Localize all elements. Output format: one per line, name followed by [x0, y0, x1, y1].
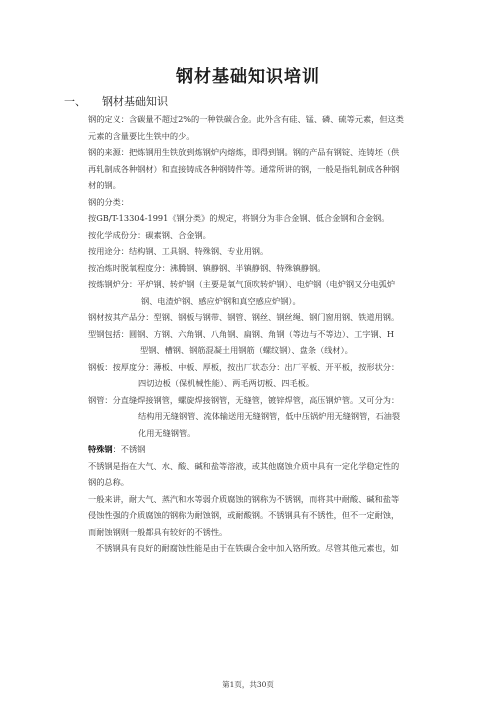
paragraph-line: 按炼钢炉分：平炉钢、转炉钢（主要是氧气顶吹转炉钢）、电炉钢（电炉钢又分电弧炉	[88, 279, 396, 289]
paragraph-line: 钢的分类：	[88, 196, 129, 207]
paragraph-line: 一般来讲，耐大气、蒸汽和水等弱介质腐蚀的钢称为不锈钢，而将其中耐酸、碱和盐等	[88, 493, 400, 504]
special-steel-subtitle: ：不锈钢	[112, 444, 146, 454]
paragraph-line: 结构用无缝钢管、流体输送用无缝钢管，低中压锅炉用无缝钢管，石油裂	[138, 411, 401, 421]
paragraph-line: 钢的定义：含碳量不超过2%的一种铁碳合金。此外含有硅、锰、磷、硫等元素，但这类	[88, 114, 404, 124]
paragraph-line: 不锈钢具有良好的耐腐蚀性能是由于在铁碳合金中加入铬所致。尽管其他元素也，如	[96, 543, 399, 553]
paragraph-line: 钢管：分直缝焊接钢管，螺旋焊接钢管，无缝管，镀锌焊管，高压钢炉管。又可分为：	[88, 394, 400, 405]
paragraph-line: 钢、电渣炉钢、感应炉钢和真空感应炉钢）。	[141, 295, 301, 306]
body-text	[88, 111, 426, 557]
paragraph-line: 元素的含量要比生铁中的少。	[88, 130, 195, 141]
paragraph-line: 而耐蚀钢则一般都具有较好的不锈性。	[88, 526, 228, 537]
special-steel-heading: 特殊钢	[88, 444, 113, 454]
page-footer: 第1页，共30页	[222, 680, 274, 689]
paragraph-line: 按化学成份分：碳素钢、合金钢。	[88, 229, 211, 240]
paragraph-line: 型钢、槽钢、钢筋混凝土用钢筋（螺纹钢）、盘条（线材）。	[140, 345, 353, 355]
paragraph-line: 钢的来源：把炼钢用生铁放到炼钢炉内熔炼，即得到钢。钢的产品有钢锭、连铸坯（供	[88, 147, 400, 157]
paragraph-line: 再轧制成各种钢材）和直接铸成各种钢铸件等。通常所讲的钢，一般是指轧制成各种钢	[88, 163, 400, 174]
paragraph-line: 材的钢。	[88, 180, 121, 190]
paragraph-line: 按冶炼时脱氧程度分：沸腾钢、镇静钢、半镇静钢、特殊镇静钢。	[88, 262, 326, 273]
paragraph-line: 型钢包括：圆钢、方钢、六角钢、八角钢、扁钢、角钢（等边与不等边）、工字钢、H	[88, 328, 394, 339]
paragraph-line: 按GB/T-13304-1991《钢分类》的规定，将钢分为非合金钢、低合金钢和合金钢。	[88, 213, 390, 223]
paragraph-line: 按用途分：结构钢、工具钢、特殊钢、专业用钢。	[88, 246, 269, 256]
paragraph-line: 四切边板（保机械性能）、两毛两切板、四毛板。	[138, 378, 315, 388]
paragraph-line: 化用无缝钢管。	[138, 427, 196, 438]
paragraph-line	[88, 441, 426, 458]
paragraph-line: 不锈钢是指在大气、水、酸、碱和盐等溶液，或其他腐蚀介质中具有一定化学稳定性的	[88, 460, 400, 471]
section-number: 一、	[64, 95, 86, 108]
paragraph-line: 钢的总称。	[88, 477, 129, 487]
section-heading	[64, 93, 168, 109]
paragraph-line: 钢材按其产品分：型钢、钢板与钢带、钢管、钢丝、钢丝绳、钢门窗用钢、铁道用钢。	[88, 312, 400, 322]
document-title: 钢材基础知识培训	[176, 67, 320, 87]
paragraph-line: 侵蚀性强的介质腐蚀的钢称为耐蚀钢，或耐酸钢。不锈钢具有不锈性，但不一定耐蚀，	[88, 510, 400, 520]
section-label: 钢材基础知识	[102, 95, 168, 108]
paragraph-line: 钢板：按厚度分：薄板、中板、厚板，按出厂状态分：出厂平板、开平板，按形状分：	[88, 361, 400, 372]
